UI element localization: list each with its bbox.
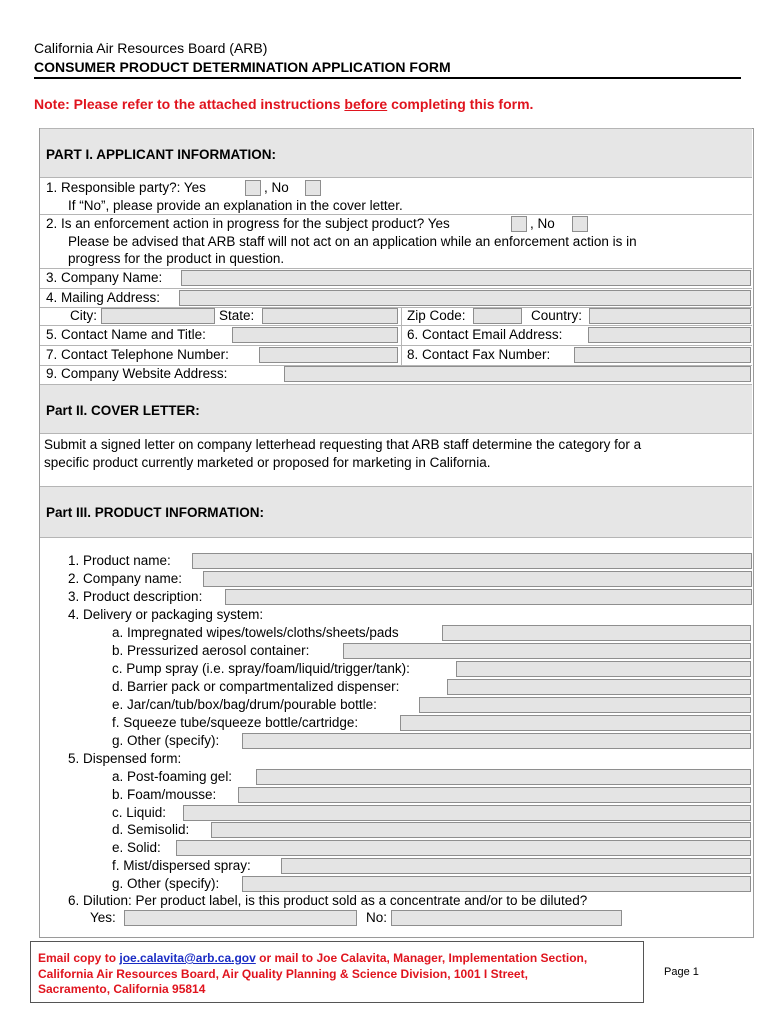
company-name-field[interactable] [181,270,751,286]
form-title: CONSUMER PRODUCT DETERMINATION APPLICATION FORM [34,59,451,75]
agency-name: California Air Resources Board (ARB) [34,40,268,56]
dispensed-c-field[interactable] [183,805,751,821]
cover-letter-text-2: specific product currently marketed or proposed for marketing in California. [44,455,491,470]
state-label: State: [219,308,255,323]
dispensed-e-field[interactable] [176,840,751,856]
cover-letter-text-1: Submit a signed letter on company letterhead requesting that ARB staff determine the category for a [44,437,642,452]
country-field[interactable] [589,308,751,324]
dilution-no-field[interactable] [391,910,622,926]
dispensed-item-e: e. Solid: [112,840,161,855]
part3-header: Part III. PRODUCT INFORMATION: [40,486,752,538]
footer-contact: Email copy to joe.calavita@arb.ca.gov or mail to Joe Calavita, Manager, Implementation Section, California Air Resources Board, Air Quality Planning & Science Division, 1001 I Street, Sacramento, California 95814 [38,951,588,996]
company-name-label: 3. Company Name: [46,270,163,285]
delivery-label: 4. Delivery or packaging system: [68,607,264,622]
delivery-item-g: g. Other (specify): [112,733,220,748]
product-description-field[interactable] [225,589,752,605]
p3-company-name-label: 2. Company name: [68,571,183,586]
q2-no-label: , No [530,216,555,231]
dispensed-item-f: f. Mist/dispersed spray: [112,858,251,873]
dispensed-item-a: a. Post-foaming gel: [112,769,233,784]
part1-header: PART I. APPLICANT INFORMATION: [40,128,752,178]
responsible-yes-checkbox[interactable] [245,180,261,196]
delivery-item-d: d. Barrier pack or compartmentalized dispenser: [112,679,400,694]
city-field[interactable] [101,308,215,324]
contact-name-field[interactable] [232,327,398,343]
enforcement-yes-checkbox[interactable] [511,216,527,232]
part2-header: Part II. COVER LETTER: [40,384,752,434]
dilution-no-label: No: [366,910,388,925]
delivery-d-field[interactable] [447,679,751,695]
contact-email-field[interactable] [588,327,751,343]
page-number: Page 1 [664,966,699,978]
email-link[interactable]: joe.calavita@arb.ca.gov [119,951,256,965]
country-label: Country: [531,308,583,323]
product-name-label: 1. Product name: [68,553,171,568]
mailing-address-label: 4. Mailing Address: [46,290,161,305]
dispensed-d-field[interactable] [211,822,751,838]
city-label: City: [70,308,97,323]
zip-field[interactable] [473,308,522,324]
dilution-yes-field[interactable] [124,910,357,926]
dispensed-a-field[interactable] [256,769,751,785]
delivery-item-a: a. Impregnated wipes/towels/cloths/sheets/pads [112,625,399,640]
dispensed-label: 5. Dispensed form: [68,751,182,766]
dispensed-item-b: b. Foam/mousse: [112,787,217,802]
delivery-item-e: e. Jar/can/tub/box/bag/drum/pourable bottle: [112,697,377,712]
contact-fax-field[interactable] [574,347,751,363]
delivery-a-field[interactable] [442,625,751,641]
mailing-address-field[interactable] [179,290,751,306]
delivery-b-field[interactable] [343,643,751,659]
delivery-c-field[interactable] [456,661,751,677]
delivery-f-field[interactable] [400,715,751,731]
q1-no-label: , No [264,180,289,195]
header-rule [34,77,741,79]
instructions-note: Note: Please refer to the attached instructions before completing this form. [34,96,534,112]
contact-phone-label: 7. Contact Telephone Number: [46,347,229,362]
product-name-field[interactable] [192,553,752,569]
delivery-e-field[interactable] [419,697,751,713]
delivery-item-f: f. Squeeze tube/squeeze bottle/cartridge: [112,715,359,730]
website-field[interactable] [284,366,751,382]
zip-label: Zip Code: [407,308,466,323]
product-description-label: 3. Product description: [68,589,203,604]
dispensed-item-g: g. Other (specify): [112,876,220,891]
q1-label: 1. Responsible party?: Yes [46,180,206,195]
q2-note-1: Please be advised that ARB staff will not act on an application while an enforcement action is in [68,234,637,249]
dispensed-g-field[interactable] [242,876,751,892]
delivery-item-b: b. Pressurized aerosol container: [112,643,310,658]
contact-email-label: 6. Contact Email Address: [407,327,563,342]
dispensed-f-field[interactable] [281,858,751,874]
dispensed-item-c: c. Liquid: [112,805,167,820]
state-field[interactable] [262,308,398,324]
delivery-g-field[interactable] [242,733,751,749]
dispensed-b-field[interactable] [238,787,751,803]
enforcement-no-checkbox[interactable] [572,216,588,232]
dilution-label: 6. Dilution: Per product label, is this product sold as a concentrate and/or to be diluted? [68,893,588,908]
q2-note-2: progress for the product in question. [68,251,285,266]
contact-phone-field[interactable] [259,347,398,363]
q2-label: 2. Is an enforcement action in progress for the subject product? Yes [46,216,450,231]
contact-fax-label: 8. Contact Fax Number: [407,347,551,362]
delivery-item-c: c. Pump spray (i.e. spray/foam/liquid/trigger/tank): [112,661,410,676]
p3-company-name-field[interactable] [203,571,752,587]
dilution-yes-label: Yes: [90,910,116,925]
q1-note: If “No”, please provide an explanation in the cover letter. [68,198,403,213]
website-label: 9. Company Website Address: [46,366,228,381]
responsible-no-checkbox[interactable] [305,180,321,196]
contact-name-label: 5. Contact Name and Title: [46,327,206,342]
dispensed-item-d: d. Semisolid: [112,822,190,837]
